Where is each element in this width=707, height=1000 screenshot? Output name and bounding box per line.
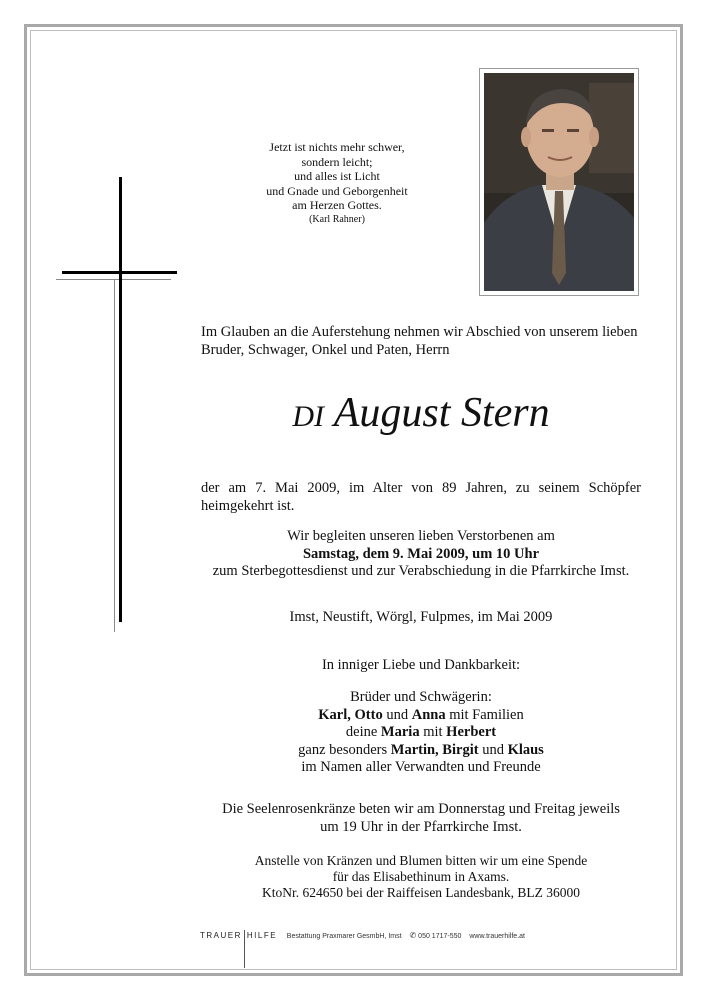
footer-url[interactable]: www.trauerhilfe.at	[469, 933, 525, 940]
family-name: Anna	[411, 706, 446, 723]
portrait-photo	[484, 73, 634, 291]
name-full: August Stern	[333, 390, 550, 436]
donation-block	[201, 853, 641, 901]
love-line: In inniger Liebe und Dankbarkeit:	[321, 657, 521, 673]
ceremony-line: Wir begleiten unseren lieben Verstorbenen am	[287, 528, 555, 544]
footer-bar	[200, 931, 525, 945]
family-line	[201, 742, 641, 760]
family-line	[201, 724, 641, 742]
quote-author: (Karl Rahner)	[309, 213, 365, 225]
quote-line: am Herzen Gottes.	[292, 198, 382, 212]
family-name: Maria	[380, 724, 420, 740]
family-text: ganz besonders	[298, 741, 391, 758]
quote-line: sondern leicht;	[301, 154, 373, 169]
trauerhilfe-logo	[200, 931, 281, 940]
places-date: Imst, Neustift, Wörgl, Fulpmes, im Mai 2009	[289, 609, 553, 625]
logo-divider	[244, 930, 245, 968]
name-title: DI	[292, 400, 325, 433]
donation-line: Anstelle von Kränzen und Blumen bitten wir um eine Spende	[254, 853, 588, 868]
family-line: im Namen aller Verwandten und Freunde	[301, 759, 541, 775]
deceased-name	[201, 387, 641, 443]
footer-phone: 050 1717-550	[418, 933, 462, 940]
family-text: und	[478, 741, 508, 758]
family-name: Klaus	[507, 741, 544, 758]
family-block	[201, 689, 641, 777]
ceremony-line: zum Sterbegottesdienst und zur Verabschiedung in die Pfarrkirche Imst.	[212, 563, 630, 579]
rosary-block	[201, 801, 641, 836]
family-text: mit Familien	[445, 706, 524, 723]
rosary-line: um 19 Uhr in der Pfarrkirche Imst.	[320, 818, 522, 835]
intro-text: Im Glauben an die Auferstehung nehmen wir Abschied von unserem lieben Bruder, Schwager, Onkel und Paten, Herrn	[201, 324, 638, 358]
quote-line: Jetzt ist nichts mehr schwer,	[269, 140, 405, 154]
family-name: Herbert	[446, 724, 497, 740]
family-name: Martin, Birgit	[390, 741, 479, 758]
phone-icon: ✆	[409, 931, 417, 940]
donation-line: KtoNr. 624650 bei der Raiffeisen Landesbank, BLZ 36000	[261, 885, 581, 900]
footer-company: Bestattung Praxmarer GesmbH, Imst	[286, 933, 402, 940]
quote-block	[232, 140, 442, 227]
logo-right: HILFE	[246, 931, 278, 940]
donation-line: für das Elisabethinum in Axams.	[332, 869, 510, 884]
family-line: Brüder und Schwägerin:	[350, 689, 492, 705]
family-text: deine	[345, 724, 381, 740]
logo-left: TRAUER	[200, 931, 242, 940]
family-text: und	[382, 706, 412, 723]
family-name: Otto	[354, 706, 383, 723]
portrait-photo-frame	[479, 68, 639, 296]
family-name: Karl,	[318, 706, 351, 723]
cross-vertical-shadow	[114, 280, 115, 632]
ceremony-block	[201, 528, 641, 581]
quote-line: und Gnade und Geborgenheit	[266, 183, 408, 198]
death-notice: der am 7. Mai 2009, im Alter von 89 Jahren, zu seinem Schöpfer heimgekehrt ist.	[201, 480, 641, 514]
ceremony-date: Samstag, dem 9. Mai 2009, um 10 Uhr	[302, 545, 540, 562]
cross-vertical-bar	[119, 177, 122, 622]
quote-line: und alles ist Licht	[294, 169, 380, 183]
family-line	[201, 707, 641, 725]
rosary-line: Die Seelenrosenkränze beten wir am Donnerstag und Freitag jeweils	[222, 801, 620, 817]
family-text: mit	[419, 724, 447, 740]
